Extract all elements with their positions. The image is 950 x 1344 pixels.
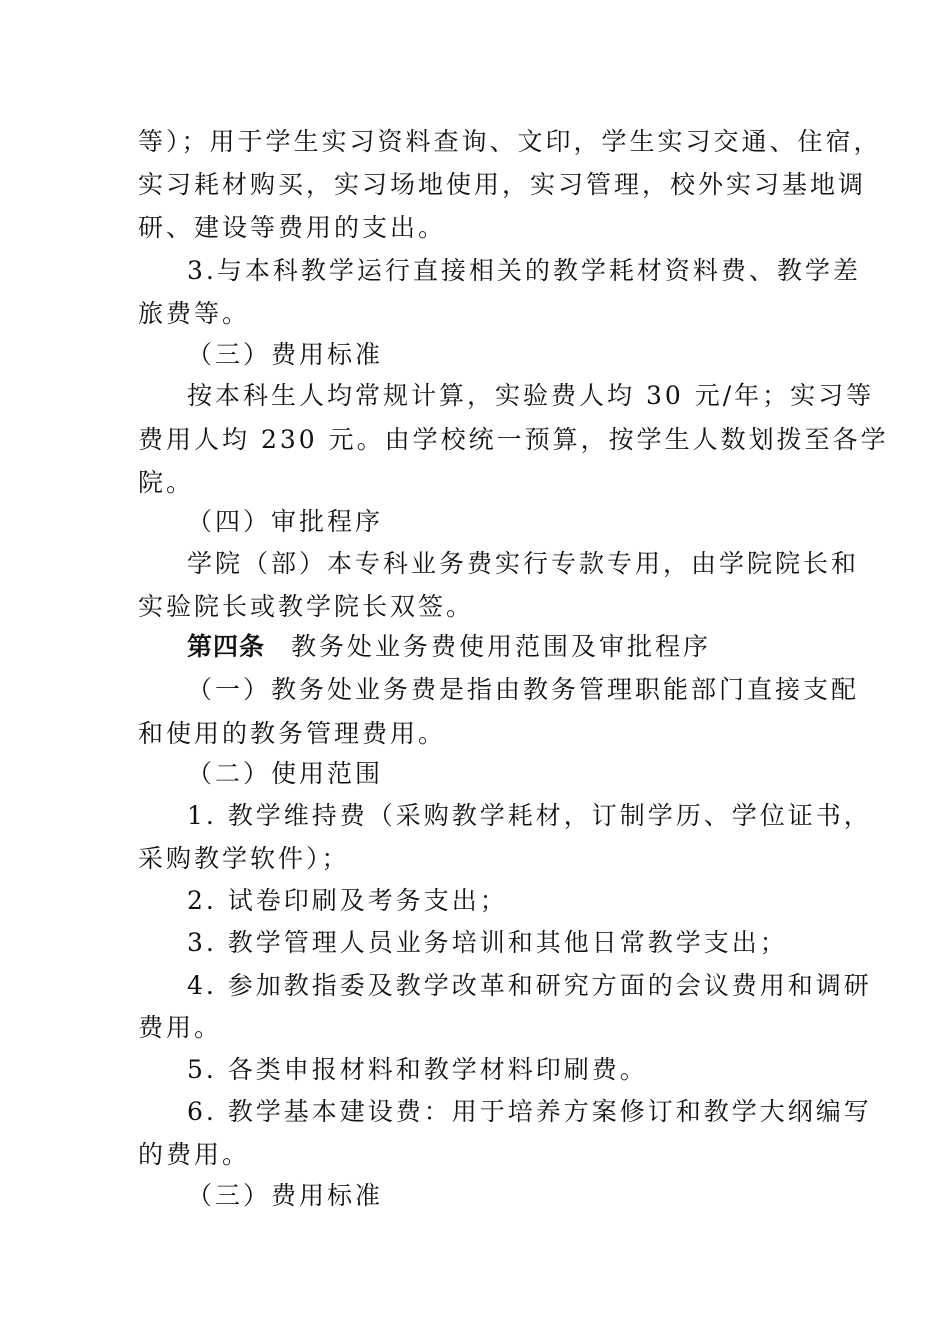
text-line: 实习耗材购买，实习场地使用，实习管理，校外实习基地调 xyxy=(138,170,867,199)
article-title: 教务处业务费使用范围及审批程序 xyxy=(291,632,712,661)
text-line: 费用人均 230 元。由学校统一预算，按学生人数划拨至各学 xyxy=(138,425,889,454)
section-heading: （二）使用范围 xyxy=(187,759,384,788)
text-line: 和使用的教务管理费用。 xyxy=(138,719,447,748)
text-line: 的费用。 xyxy=(138,1140,251,1169)
list-item: 4. 参加教指委及教学改革和研究方面的会议费用和调研 xyxy=(187,971,872,1000)
section-heading: （三）费用标准 xyxy=(187,1181,384,1210)
text-line: 实验院长或教学院长双签。 xyxy=(138,592,475,621)
text-line: （一）教务处业务费是指由教务管理职能部门直接支配 xyxy=(187,675,860,704)
list-item: 1. 教学维持费（采购教学耗材，订制学历、学位证书， xyxy=(187,801,872,830)
list-item: 5. 各类申报材料和教学材料印刷费。 xyxy=(187,1055,648,1084)
list-item: 6. 教学基本建设费：用于培养方案修订和教学大纲编写 xyxy=(187,1097,872,1126)
text-line: 费用。 xyxy=(138,1013,223,1042)
article-label: 第四条 xyxy=(187,632,266,661)
text-line: 3.与本科教学运行直接相关的教学耗材资料费、教学差 xyxy=(187,256,861,285)
text-line: 等）；用于学生实习资料查询、文印，学生实习交通、住宿， xyxy=(138,127,882,156)
list-item: 3. 教学管理人员业务培训和其他日常教学支出； xyxy=(187,928,788,957)
text-line: 按本科生人均常规计算，实验费人均 30 元/年；实习等 xyxy=(187,381,875,410)
text-line: 旅费等。 xyxy=(138,299,251,328)
text-line: 研、建设等费用的支出。 xyxy=(138,213,447,242)
text-line: 采购教学软件）； xyxy=(138,844,350,873)
article-heading xyxy=(187,625,711,669)
text-line: 学院（部）本专科业务费实行专款专用，由学院院长和 xyxy=(187,549,860,578)
list-item: 2. 试卷印刷及考务支出； xyxy=(187,886,508,915)
section-heading: （四）审批程序 xyxy=(187,507,384,536)
text-line: 院。 xyxy=(138,468,195,497)
section-heading: （三）费用标准 xyxy=(187,340,384,369)
